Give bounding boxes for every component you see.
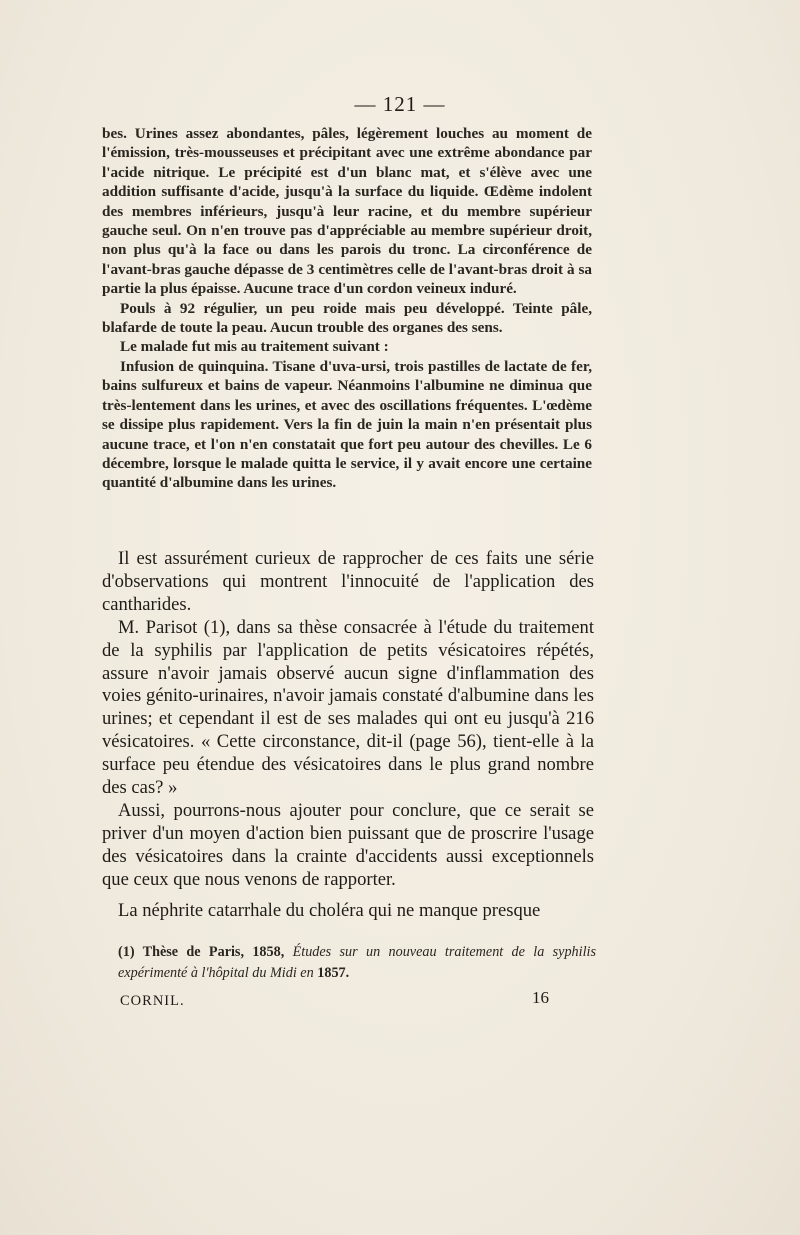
case-paragraph-2: Pouls à 92 régulier, un peu roide mais peu développé. Teinte pâle, blafarde de toute la peau. Aucun trouble des organes des sens. [102, 299, 592, 337]
main-text [102, 548, 594, 923]
footnote [118, 942, 596, 983]
case-report-text [102, 124, 592, 493]
footnote-title: Études sur un nouveau traitement de la syphilis expérimenté à l'hôpital du Midi en [118, 944, 596, 981]
case-paragraph-4: Infusion de quinquina. Tisane d'uva-ursi, trois pastilles de lactate de fer, bains sulfureux et bains de vapeur. Néanmoins l'albumine ne diminua que très-lentement dans les urines, et avec des oscillations fréquentes. L'œdème se dissipe plus rapidement. Vers la fin de juin la main n'en présentait plus aucune trace, et l'on n'en constatait que fort peu autour des chevilles. Le 6 décembre, lorsque le malade quitta le service, il y avait encore une certaine quantité d'albumine dans les urines. [102, 357, 592, 492]
signature-mark: CORNIL. [120, 993, 185, 1009]
footnote-prefix: (1) Thèse de Paris, 1858, [118, 944, 293, 960]
main-paragraph-1: Il est assurément curieux de rapprocher de ces faits une série d'observations qui montrent l'innocuité de l'application des cantharides. [102, 548, 594, 615]
sheet-number: 16 [532, 988, 549, 1007]
main-paragraph-4: La néphrite catarrhale du choléra qui ne manque presque [118, 899, 541, 921]
page-number: — 121 — [354, 92, 446, 116]
footnote-year: 1857. [313, 964, 350, 981]
main-paragraph-2: M. Parisot (1), dans sa thèse consacrée à l'étude du traitement de la syphilis par l'application de petits vésicatoires répétés, assure n'avoir jamais observé aucun signe d'inflammation des voies génito-urinaires, n'avoir jamais constaté d'albumine dans les urines; et cependant il est de ses malades qui ont eu jusqu'à 216 vésicatoires. « Cette circonstance, dit-il (page 56), tient-elle à la surface peu étendue des vésicatoires dans le plus grand nombre des cas? » [102, 616, 594, 799]
case-paragraph-1: bes. Urines assez abondantes, pâles, légèrement louches au moment de l'émission, très-mousseuses et précipitant avec une extrême abondance par l'acide nitrique. Le précipité est d'un blanc mat, et s'élève avec une addition suffisante d'acide, jusqu'à la surface du liquide. Œdème indolent des membres inférieurs, jusqu'à leur racine, et du membre supérieur gauche seul. On n'en trouve pas d'appréciable au membre supérieur droit, non plus qu'à la face ou dans les parois du tronc. La circonférence de l'avant-bras gauche dépasse de 3 centimètres celle de l'avant-bras droit à sa partie la plus épaisse. Aucune trace d'un cordon veineux induré. [102, 125, 592, 298]
main-paragraph-3: Aussi, pourrons-nous ajouter pour conclure, que ce serait se priver d'un moyen d'action bien puissant que de proscrire l'usage des vésicatoires dans la crainte d'accidents aussi exceptionnels que ceux que nous venons de rapporter. [102, 799, 594, 890]
case-paragraph-3: Le malade fut mis au traitement suivant : [120, 338, 389, 356]
